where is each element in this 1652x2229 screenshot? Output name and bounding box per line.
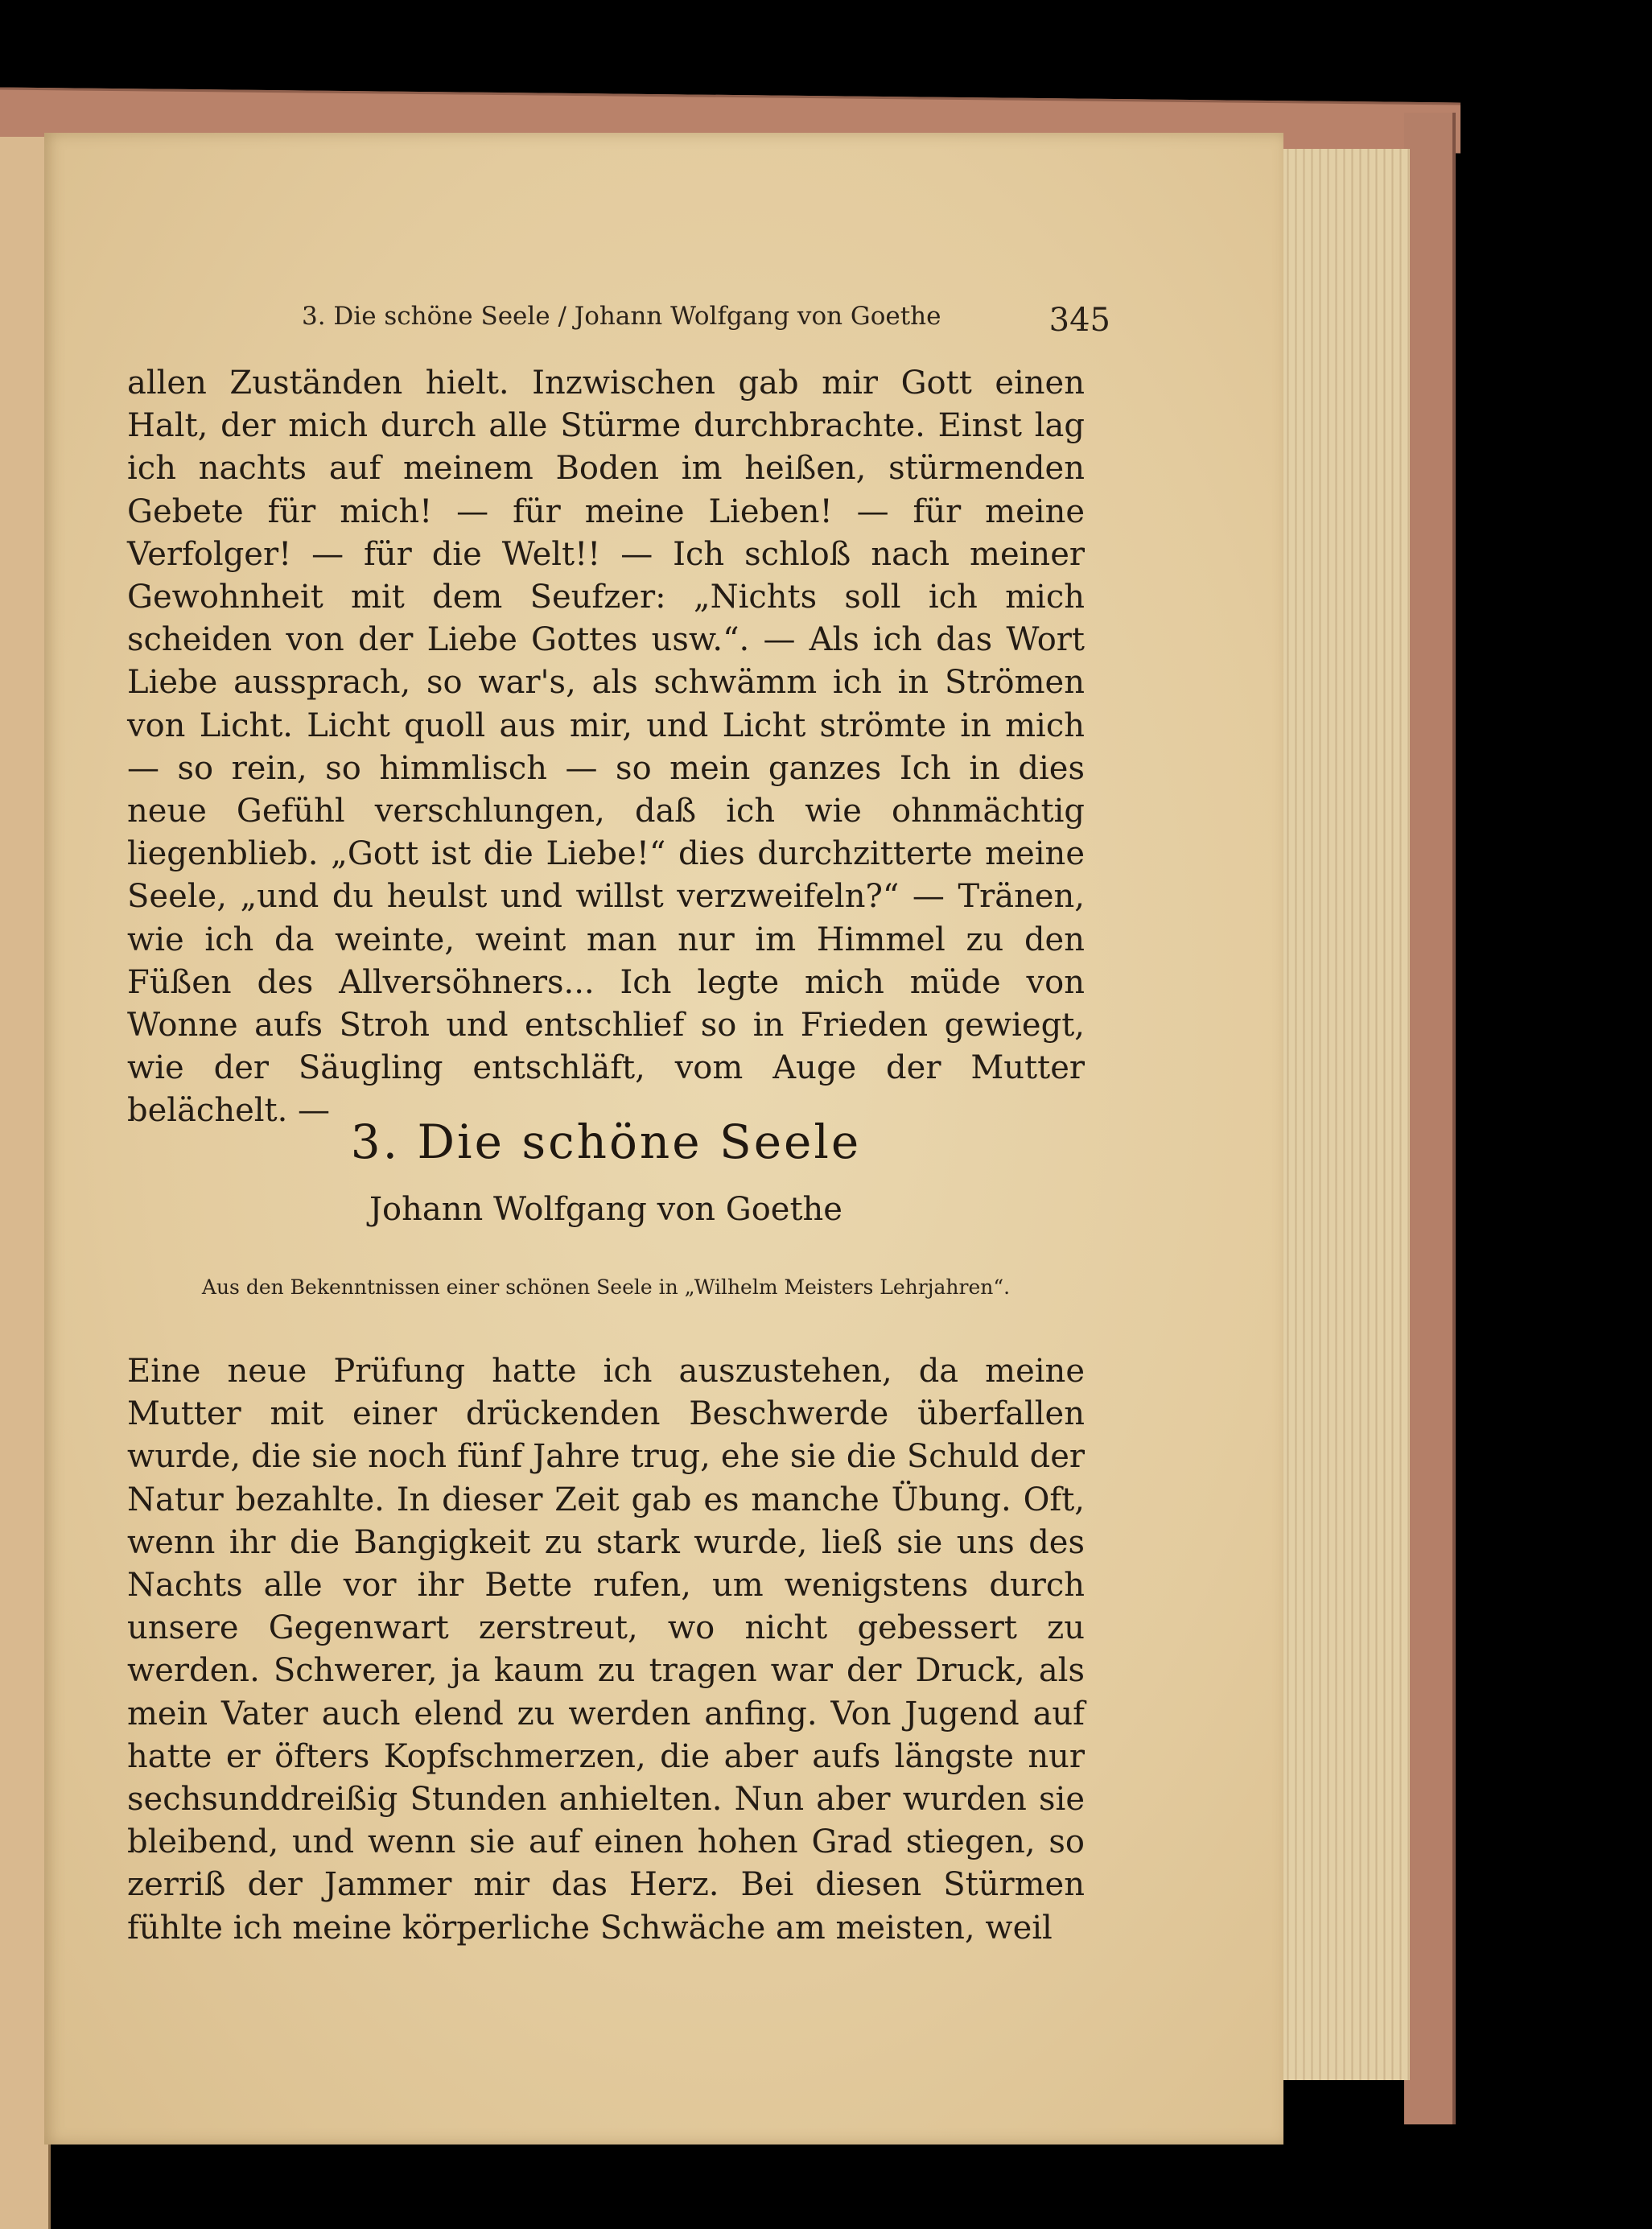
facing-page-edge: [0, 137, 51, 2229]
running-head: 3. Die schöne Seele / Johann Wolfgang von Goethe: [302, 302, 941, 331]
chapter-author: Johann Wolfgang von Goethe: [369, 1191, 842, 1228]
book-cover-right-edge: [1404, 113, 1456, 2124]
continued-paragraph: allen Zuständen hielt. Inzwischen gab mir Gott einen Halt, der mich durch alle Stürme durchbrachte. Einst lag ich nachts auf meinem Boden im heißen, stürmenden Gebete für mich! — für meine Lieben! — für meine Verfolger! — für die Welt!! — Ich schloß nach meiner Gewohnheit mit dem Seufzer: „Nichts soll ich mich scheiden von der Liebe Gottes usw.“. — Als ich das Wort Liebe aussprach, so war's, als schwämm ich in Strömen von Licht. Licht quoll aus mir, und Licht strömte in mich — so rein, so himmlisch — so mein ganzes Ich in dies neue Gefühl verschlungen, daß ich wie ohnmächtig liegenblieb. „Gott ist die Liebe!“ dies durchzitterte meine Seele, „und du heulst und willst verzweifeln?“ — Tränen, wie ich da weinte, weint man nur im Himmel zu den Füßen des Allversöhners... Ich legte mich müde von Wonne aufs Stroh und entschlief so in Frieden gewiegt, wie der Säugling entschläft, vom Auge der Mutter belächelt. —: [127, 365, 1085, 1130]
source-note: Aus den Bekenntnissen einer schönen Seele in „Wilhelm Meisters Lehrjahren“.: [201, 1275, 1011, 1299]
page-number: 345: [1048, 302, 1110, 339]
chapter-opening-paragraph: Eine neue Prüfung hatte ich auszustehen, da meine Mutter mit einer drückenden Beschwerde überfallen wurde, die sie noch fünf Jahre trug, ehe sie die Schuld der Natur bezahlte. In dieser Zeit gab es manche Übung. Oft, wenn ihr die Bangigkeit zu stark wurde, ließ sie uns des Nachts alle vor ihr Bette rufen, um wenigstens durch unsere Gegenwart zerstreut, wo nicht gebessert zu werden. Schwerer, ja kaum zu tragen war der Druck, als mein Vater auch elend zu werden anfing. Von Jugend auf hatte er öfters Kopfschmerzen, die aber aufs längste nur sechsunddreißig Stunden anhielten. Nun aber wurden sie bleibend, und wenn sie auf einen hohen Grad stiegen, so zerriß der Jammer mir das Herz. Bei diesen Stürmen fühlte ich meine körperliche Schwäche am meisten, weil: [127, 1353, 1085, 1947]
chapter-title: 3. Die schöne Seele: [350, 1114, 862, 1169]
page-block-edges: [1279, 149, 1410, 2080]
